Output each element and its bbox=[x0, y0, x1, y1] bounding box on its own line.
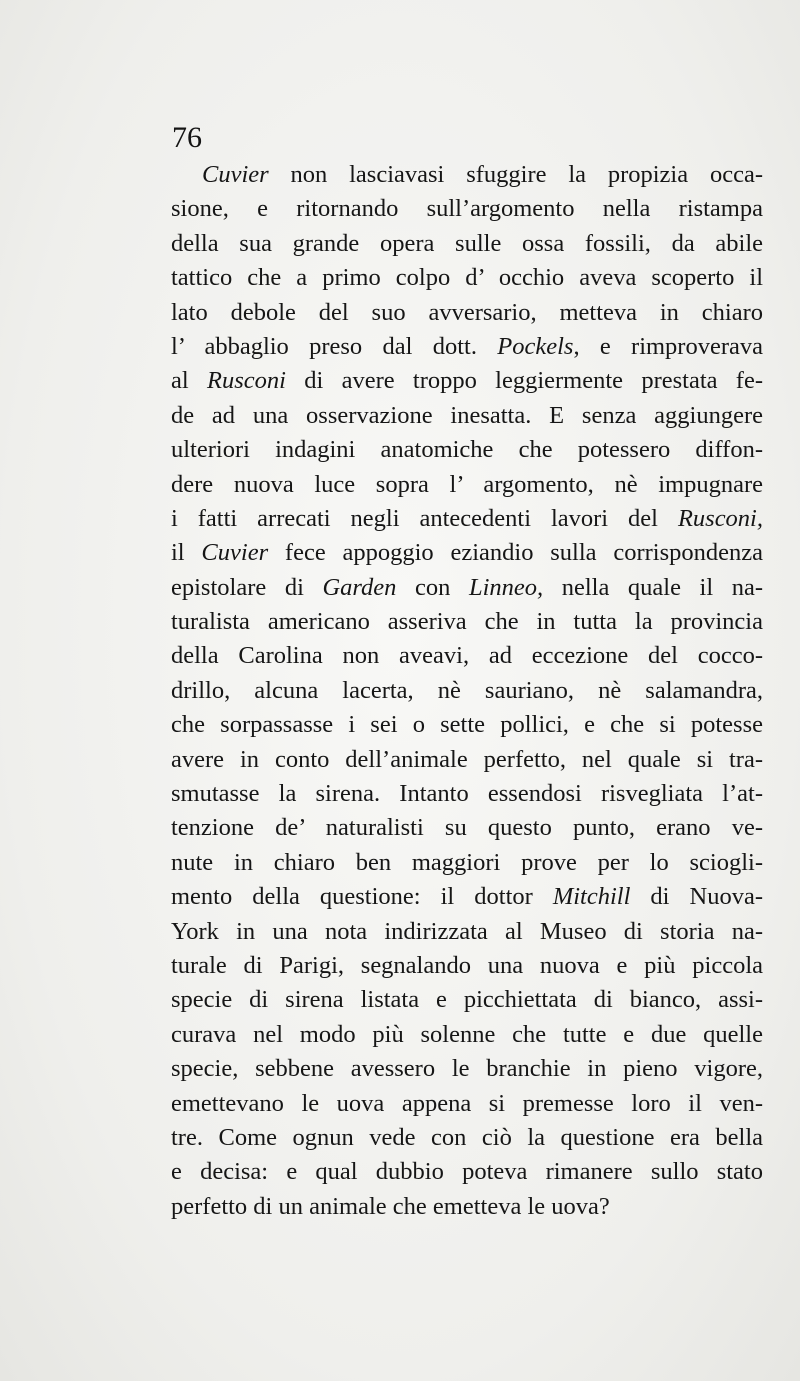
text-line bbox=[171, 983, 763, 1017]
text-line bbox=[171, 1018, 763, 1052]
text-line bbox=[171, 674, 763, 708]
text-run: turalista americano asseriva che in tutta la provincia bbox=[171, 608, 763, 636]
italic-name: Pockels bbox=[497, 332, 574, 360]
italic-name: Linneo, bbox=[468, 573, 544, 601]
page-number: 76 bbox=[172, 121, 202, 154]
text-run: con bbox=[396, 573, 469, 601]
body-paragraph bbox=[171, 158, 763, 1224]
text-run: tenzione de’ naturalisti su questo punto, erano ve- bbox=[171, 814, 763, 842]
text-run: perfetto di un animale che emetteva le uova? bbox=[171, 1192, 610, 1220]
text-run: drillo, alcuna lacerta, nè sauriano, nè salamandra, bbox=[171, 676, 763, 704]
text-run: epistolare di bbox=[171, 573, 323, 601]
text-line bbox=[171, 743, 763, 777]
text-line bbox=[171, 330, 763, 364]
text-line bbox=[171, 296, 763, 330]
text-line bbox=[171, 846, 763, 880]
text-line bbox=[171, 1155, 763, 1189]
text-run: tattico che a primo colpo d’ occhio aveva scoperto il bbox=[171, 264, 763, 292]
text-run: l’ abbaglio preso dal dott. bbox=[171, 332, 498, 360]
text-run: emettevano le uova appena si premesse loro il ven- bbox=[171, 1089, 763, 1117]
text-line bbox=[171, 502, 763, 536]
text-run: sione, e ritornando sull’argomento nella ristampa bbox=[171, 195, 763, 223]
text-line bbox=[171, 158, 763, 192]
text-run: turale di Parigi, segnalando una nuova e più piccola bbox=[171, 951, 763, 979]
text-run: avere in conto dell’animale perfetto, nel quale si tra- bbox=[171, 745, 763, 773]
text-line bbox=[171, 639, 763, 673]
text-run: non lasciavasi sfuggire la propizia occa- bbox=[268, 161, 763, 188]
text-line bbox=[171, 1087, 763, 1121]
text-run: ulteriori indagini anatomiche che potessero diffon- bbox=[171, 436, 763, 464]
text-line bbox=[171, 1190, 708, 1224]
italic-name: Mitchill bbox=[552, 883, 631, 911]
text-run: che sorpassasse i sei o sette pollici, e che si potesse bbox=[171, 711, 763, 739]
text-line bbox=[171, 433, 763, 467]
text-line bbox=[171, 364, 763, 398]
text-run: i fatti arrecati negli antecedenti lavori del bbox=[171, 504, 678, 532]
text-run: al bbox=[171, 367, 207, 395]
text-run: nute in chiaro ben maggiori prove per lo sciogli- bbox=[171, 848, 763, 876]
text-line bbox=[171, 811, 763, 845]
text-run: mento della questione: il dottor bbox=[171, 883, 553, 911]
text-line bbox=[171, 399, 763, 433]
text-run: nella quale il na- bbox=[543, 573, 763, 601]
text-run: dere nuova luce sopra l’ argomento, nè impugnare bbox=[171, 470, 763, 498]
text-run: della sua grande opera sulle ossa fossili, da abile bbox=[171, 229, 763, 257]
text-run: curava nel modo più solenne che tutte e due quelle bbox=[171, 1020, 763, 1048]
italic-name: Rusconi, bbox=[677, 504, 763, 532]
text-run: tre. Come ognun vede con ciò la questione era bella bbox=[171, 1123, 763, 1151]
text-run: smutasse la sirena. Intanto essendosi risvegliata l’at- bbox=[171, 780, 763, 808]
text-run: specie di sirena listata e picchiettata di bianco, assi- bbox=[171, 986, 763, 1014]
text-line bbox=[171, 605, 763, 639]
italic-name: Cuvier bbox=[202, 161, 269, 188]
text-run: lato debole del suo avversario, metteva in chiaro bbox=[171, 298, 763, 326]
text-line bbox=[171, 1052, 763, 1086]
text-line bbox=[171, 261, 763, 295]
text-line bbox=[171, 708, 763, 742]
text-line bbox=[171, 536, 763, 570]
text-run: e decisa: e qual dubbio poteva rimanere sullo stato bbox=[171, 1158, 763, 1186]
italic-name: Rusconi bbox=[206, 367, 286, 395]
italic-name: Garden bbox=[322, 573, 397, 601]
italic-name: Cuvier bbox=[201, 539, 269, 567]
text-run: di Nuova- bbox=[630, 883, 763, 911]
text-line bbox=[171, 571, 763, 605]
text-line bbox=[171, 949, 763, 983]
text-run: , e rimproverava bbox=[573, 332, 763, 360]
text-line bbox=[171, 777, 763, 811]
text-run: fece appoggio eziandio sulla corrispondenza bbox=[268, 539, 763, 567]
text-line bbox=[171, 915, 763, 949]
text-run: specie, sebbene avessero le branchie in pieno vigore, bbox=[171, 1055, 763, 1083]
text-line bbox=[171, 1121, 763, 1155]
text-line bbox=[171, 227, 763, 261]
text-line bbox=[171, 880, 763, 914]
text-run: York in una nota indirizzata al Museo di storia na- bbox=[171, 917, 763, 945]
text-line bbox=[171, 468, 763, 502]
text-line bbox=[171, 192, 763, 226]
text-run: della Carolina non aveavi, ad eccezione del cocco- bbox=[171, 642, 763, 670]
text-run: de ad una osservazione inesatta. E senza aggiungere bbox=[171, 401, 763, 429]
text-run: il bbox=[171, 539, 202, 567]
text-run: di avere troppo leggiermente prestata fe- bbox=[285, 367, 763, 395]
